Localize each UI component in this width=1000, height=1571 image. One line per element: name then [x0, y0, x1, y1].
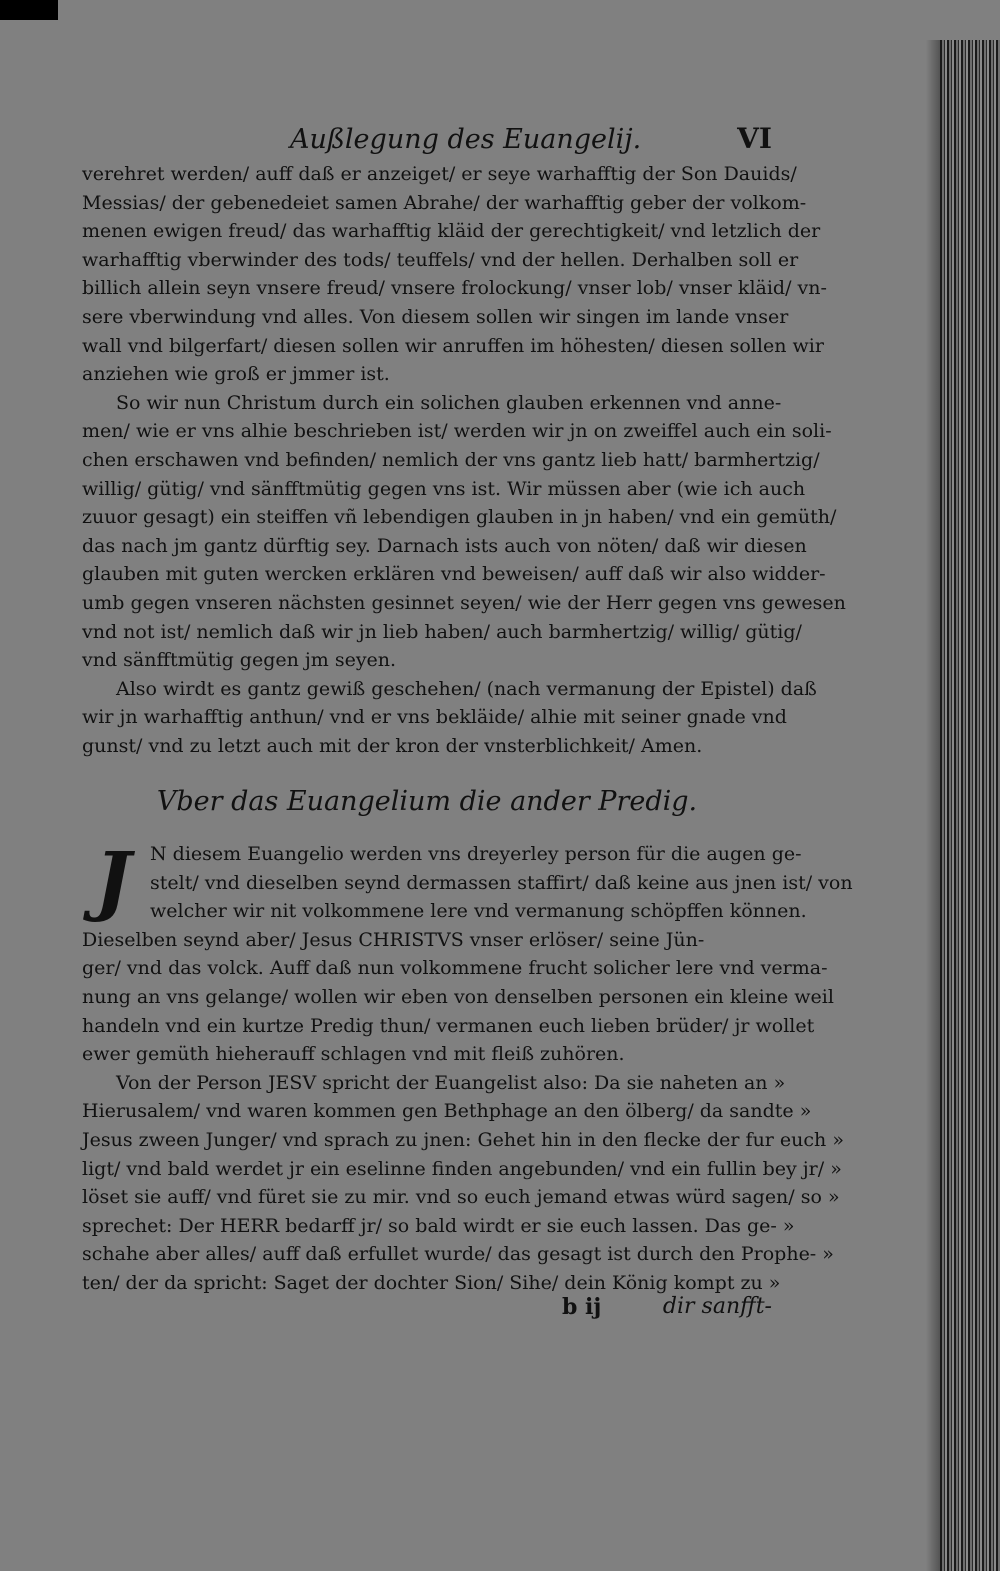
text-line: sere vberwindung vnd alles. Von diesem sollen wir singen im lande vnser — [82, 305, 789, 328]
text-line: Also wirdt es gantz gewiß geschehen/ (nach vermanung der Epistel) daß — [116, 677, 817, 700]
text-line: wir jn warhafftig anthun/ vnd er vns bekläide/ alhie mit seiner gnade vnd — [82, 706, 787, 729]
gutter-shadow — [926, 40, 940, 1571]
text-line: anziehen wie groß er jmmer ist. — [82, 363, 390, 386]
page-footer — [82, 1294, 772, 1324]
text-line: Dieselben seynd aber/ Jesus CHRISTVS vnser erlöser/ seine Jün- — [82, 928, 705, 951]
text-line: warhafftig vberwinder des tods/ teuffels/ vnd der hellen. Derhalben soll er — [82, 248, 799, 271]
text-line: chen erschawen vnd befinden/ nemlich der vns gantz lieb hatt/ barmhertzig/ — [82, 448, 820, 471]
text-line: vnd not ist/ nemlich daß wir jn lieb haben/ auch barmhertzig/ willig/ gütig/ — [82, 620, 802, 643]
text-line: Hierusalem/ vnd waren kommen gen Bethphage an den ölberg/ da sandte » — [82, 1100, 812, 1123]
text-line: sprechet: Der HERR bedarff jr/ so bald wirdt er sie euch lassen. Das ge- » — [82, 1214, 795, 1237]
body-text-upper — [82, 160, 846, 760]
text-line: menen ewigen freud/ das warhafftig kläid der gerechtigkeit/ vnd letzlich der — [82, 220, 821, 243]
text-line: stelt/ vnd dieselben seynd dermassen staffirt/ daß keine aus jnen ist/ von — [150, 871, 853, 894]
text-line: ligt/ vnd bald werdet jr ein eselinne finden angebunden/ vnd ein fullin bey jr/ » — [82, 1157, 842, 1180]
text-line: umb gegen vnseren nächsten gesinnet seyen/ wie der Herr gegen vns gewesen — [82, 591, 846, 614]
text-line: wall vnd bilgerfart/ diesen sollen wir anruffen im höhesten/ diesen sollen wir — [82, 334, 824, 357]
text-line: das nach jm gantz dürftig sey. Darnach ists auch von nöten/ daß wir diesen — [82, 534, 807, 557]
text-line: men/ wie er vns alhie beschrieben ist/ werden wir jn on zweiffel auch ein soli- — [82, 420, 832, 443]
text-line: löset sie auff/ vnd füret sie zu mir. vnd so euch jemand etwas würd sagen/ so » — [82, 1186, 840, 1209]
signature-mark: b ij — [562, 1294, 602, 1320]
text-line: ger/ vnd das volck. Auff daß nun volkommene frucht solicher lere vnd verma- — [82, 957, 828, 980]
book-page-edges — [940, 40, 1000, 1571]
decorated-initial: J — [95, 835, 131, 924]
text-line: Von der Person JESV spricht der Euangelist also: Da sie naheten an » — [116, 1071, 786, 1094]
text-line: N diesem Euangelio werden vns dreyerley person für die augen ge- — [150, 843, 802, 865]
text-line: welcher wir nit volkommene lere vnd vermanung schöpffen können. — [150, 900, 807, 923]
catchword: dir sanfft- — [662, 1294, 772, 1319]
text-line: Jesus zween Junger/ vnd sprach zu jnen: Gehet hin in den flecke der fur euch » — [82, 1128, 844, 1151]
text-line: billich allein seyn vnsere freud/ vnsere frolockung/ vnser lob/ vnser kläid/ vn- — [82, 277, 827, 300]
running-title: Außlegung des Euangelij. — [290, 124, 642, 155]
text-line: Messias/ der gebenedeiet samen Abrahe/ der warhafftig geber der volkom- — [82, 191, 807, 214]
text-line: handeln vnd ein kurtze Predig thun/ vermanen euch lieben brüder/ jr wollet — [82, 1014, 815, 1037]
text-line: nung an vns gelange/ wollen wir eben von denselben personen ein kleine weil — [82, 985, 834, 1008]
text-line: ewer gemüth hieherauff schlagen vnd mit fleiß zuhören. — [82, 1043, 625, 1066]
text-line: So wir nun Christum durch ein solichen glauben erkennen vnd anne- — [116, 391, 782, 414]
scan-corner-mark — [0, 0, 58, 20]
text-line: zuuor gesagt) ein steiffen vñ lebendigen glauben in jn haben/ vnd ein gemüth/ — [82, 506, 837, 529]
text-line: willig/ gütig/ vnd sänfftmütig gegen vns ist. Wir müssen aber (wie ich auch — [82, 477, 806, 500]
text-line: vnd sänfftmütig gegen jm seyen. — [82, 649, 397, 672]
folio-number: VI — [737, 122, 772, 155]
text-line: schahe aber alles/ auff daß erfullet wurde/ das gesagt ist durch den Prophe- » — [82, 1243, 834, 1266]
section-heading: Vber das Euangelium die ander Predig. — [156, 786, 698, 817]
text-line: glauben mit guten wercken erklären vnd beweisen/ auff daß wir also widder- — [82, 563, 826, 586]
text-line: ten/ der da spricht: Saget der dochter Sion/ Sihe/ dein König kompt zu » — [82, 1271, 781, 1294]
running-head — [90, 118, 780, 158]
text-line: verehret werden/ auff daß er anzeiget/ er seye warhafftig der Son Dauids/ — [82, 163, 797, 185]
text-line: gunst/ vnd zu letzt auch mit der kron der vnsterblichkeit/ Amen. — [82, 734, 703, 757]
body-text-lower — [82, 835, 853, 1298]
